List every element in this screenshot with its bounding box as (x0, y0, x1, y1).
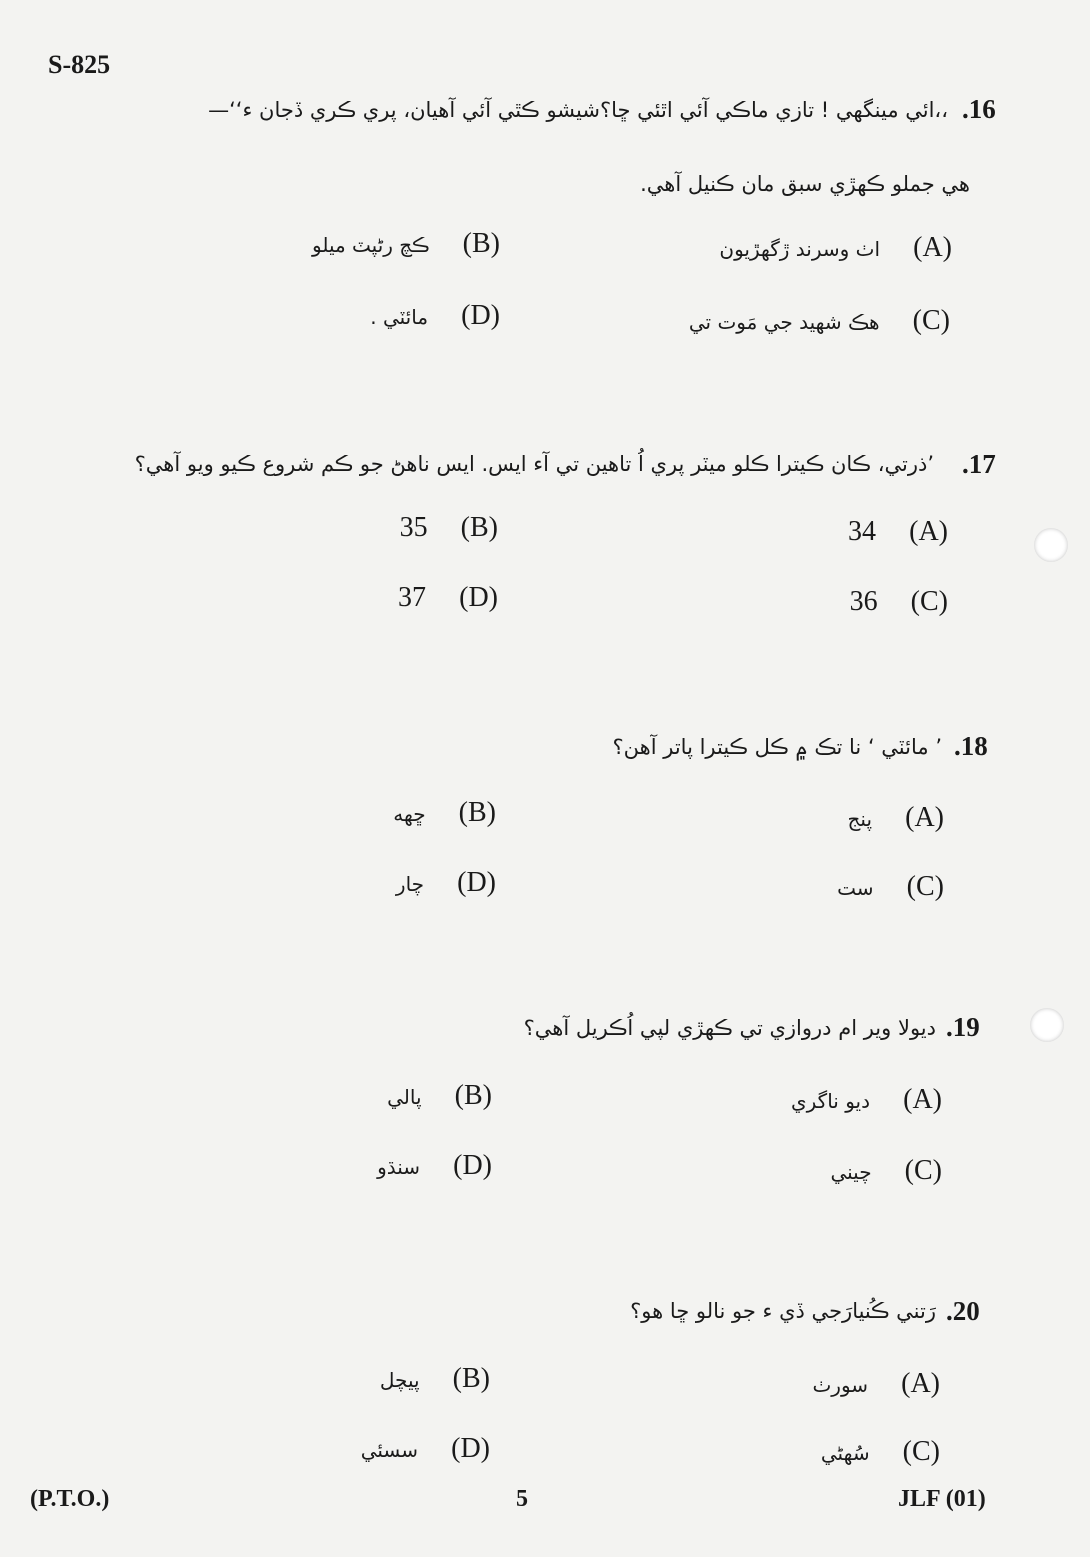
footer-pto: (P.T.O.) (30, 1486, 110, 1512)
option-letter: (D) (451, 1433, 490, 1464)
option-a[interactable] (776, 1084, 942, 1116)
option-text: پيچل (379, 1368, 420, 1392)
option-c[interactable] (810, 1436, 940, 1468)
option-letter: (D) (461, 300, 500, 331)
option-text: ديو ناگري (790, 1089, 871, 1113)
question-text: ’ مائٽي ‘ نا تڪ ۾ ڪل ڪيترا پاتر آهن؟ (612, 735, 942, 759)
option-a[interactable] (810, 1368, 940, 1400)
option-text: پالي (387, 1085, 422, 1109)
option-letter: (A) (901, 1368, 940, 1399)
option-d[interactable] (356, 300, 500, 332)
option-letter: (D) (459, 582, 498, 613)
option-letter: (B) (458, 797, 496, 828)
option-text: چار (395, 872, 425, 896)
option-letter: (C) (910, 586, 948, 617)
option-letter: (A) (903, 1084, 942, 1115)
option-letter: (A) (913, 232, 952, 263)
option-a[interactable] (716, 232, 952, 264)
option-letter: (A) (909, 516, 948, 547)
option-text: 37 (398, 582, 427, 613)
option-text: اٺ وسرند ڙگهڙيون (719, 237, 881, 261)
question-text: ’ذرتي، ڪان ڪيترا ڪلو ميٽر پري اُ تاهين تي آء ايس. ايس ناهڻ جو ڪم شروع ڪيو ويو آهي؟ (134, 452, 934, 476)
option-text: پنج (847, 807, 873, 831)
question-number: .16 (962, 94, 996, 124)
option-d[interactable] (386, 582, 498, 614)
punch-hole (1034, 528, 1068, 562)
option-text: سسئي (360, 1438, 419, 1462)
option-c[interactable] (836, 586, 948, 618)
option-d[interactable] (354, 1433, 490, 1465)
option-c[interactable] (676, 305, 950, 337)
page-number: 5 (516, 1486, 528, 1512)
option-text: ست (837, 876, 874, 900)
page-code: S-825 (48, 50, 111, 79)
question-number: .20 (946, 1296, 980, 1326)
option-letter: (C) (912, 305, 950, 336)
option-letter: (C) (904, 1155, 942, 1186)
question-text: رَتني ڪُنيارَجي ڏي ء جو نالو ڇا هو؟ (630, 1299, 936, 1323)
option-c[interactable] (816, 1155, 942, 1187)
option-b[interactable] (376, 797, 496, 829)
option-text: 34 (848, 516, 877, 547)
option-text: مائٽي . (370, 305, 429, 329)
question-number: .19 (946, 1012, 980, 1042)
option-letter: (B) (452, 1363, 490, 1394)
option-b[interactable] (372, 1080, 492, 1112)
option-letter: (B) (462, 228, 500, 259)
option-letter: (B) (460, 512, 498, 543)
option-text: سُهڻي (820, 1441, 870, 1465)
option-text: 36 (849, 586, 878, 617)
option-a[interactable] (836, 516, 948, 548)
footer-code: JLF (01) (898, 1486, 986, 1512)
question-text: ،،ائي مينگهي ! تازي ماڪي آئي اٿئي ڇا؟شيشو ڪٿي آئي آهيان، پري ڪري ڏجان ء‘‘— (208, 98, 948, 122)
option-letter: (C) (902, 1436, 940, 1467)
question-text-line2: هي جملو ڪهڙي سبق مان ڪنيل آهي. (640, 172, 970, 196)
question-number: .17 (962, 449, 996, 479)
option-b[interactable] (386, 512, 498, 544)
option-letter: (A) (905, 802, 944, 833)
option-text: ڪچ رڻپٽ ميلو (311, 233, 430, 257)
option-text: چيني (830, 1160, 872, 1184)
option-text: سنڌو (377, 1155, 421, 1179)
option-a[interactable] (830, 802, 944, 834)
option-text: سورٺ (812, 1373, 869, 1397)
option-c[interactable] (826, 871, 944, 903)
option-letter: (D) (453, 1150, 492, 1181)
punch-hole (1030, 1008, 1064, 1042)
option-text: هڪ شهيد جي مَوت تي (688, 310, 880, 334)
option-d[interactable] (364, 1150, 492, 1182)
option-letter: (D) (457, 867, 496, 898)
question-text: ديولا وير ام دروازي تي ڪهڙي لپي اُڪريل آهي؟ (523, 1016, 936, 1040)
option-d[interactable] (386, 867, 496, 899)
option-letter: (B) (454, 1080, 492, 1111)
option-text: 35 (399, 512, 428, 543)
option-b[interactable] (276, 228, 500, 260)
option-letter: (C) (906, 871, 944, 902)
question-number: .18 (954, 731, 988, 761)
option-text: ڇهه (393, 802, 426, 826)
option-b[interactable] (366, 1363, 490, 1395)
